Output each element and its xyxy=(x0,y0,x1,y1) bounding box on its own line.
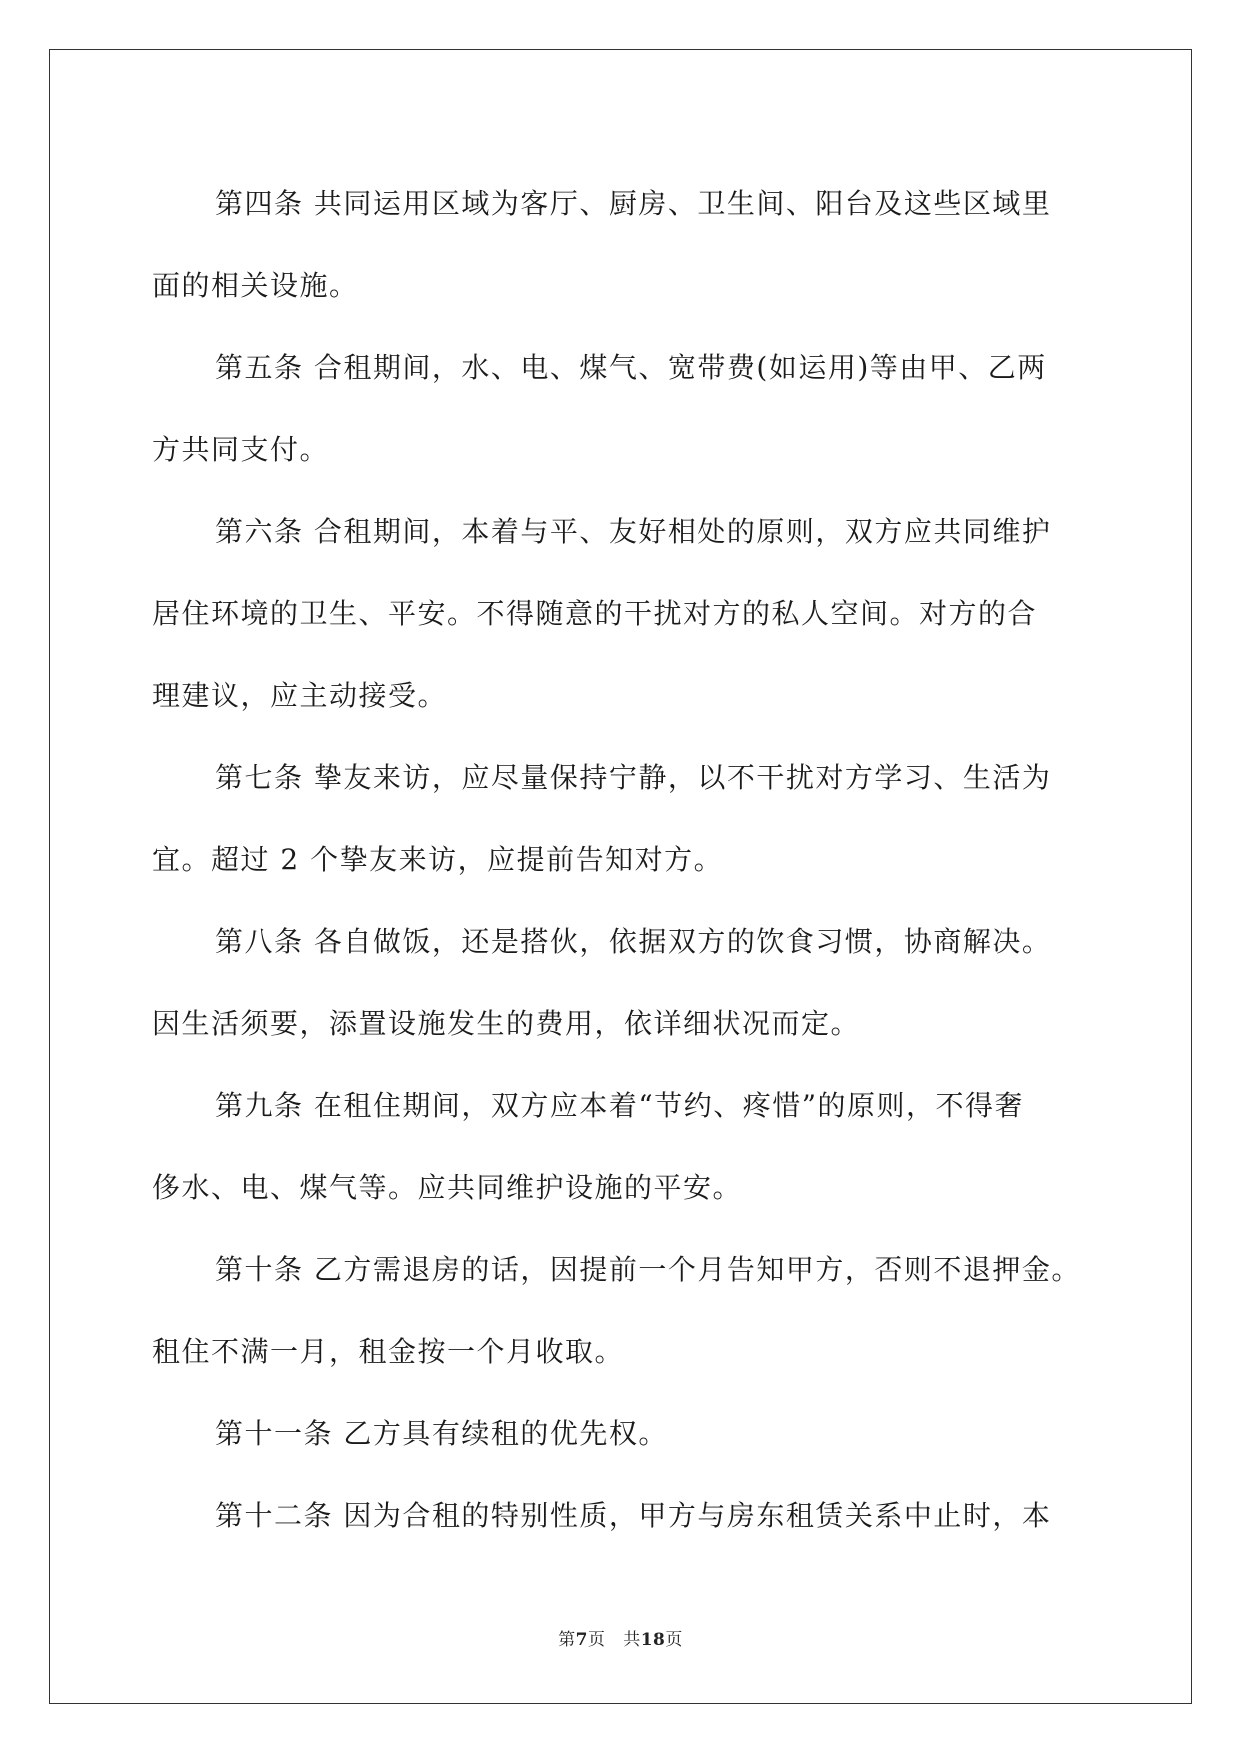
text-line: 第十二条 因为合租的特别性质，甲方与房东租赁关系中止时，本 xyxy=(215,1499,1052,1532)
text-line: 第八条 各自做饭，还是搭伙，依据双方的饮食习惯，协商解决。 xyxy=(215,925,1052,958)
text-line: 面的相关设施。 xyxy=(152,269,359,302)
page-number: 7 xyxy=(575,1630,588,1650)
text-line: 理建议，应主动接受。 xyxy=(152,679,448,712)
footer-prefix: 第 xyxy=(558,1630,576,1650)
text-line: 侈水、电、煤气等。应共同维护设施的平安。 xyxy=(152,1171,743,1204)
article-5 xyxy=(152,327,1096,491)
document-body xyxy=(152,163,1096,1557)
article-4 xyxy=(152,163,1096,327)
total-pages: 18 xyxy=(640,1630,666,1650)
text-line: 租住不满一月，租金按一个月收取。 xyxy=(152,1335,625,1368)
article-12 xyxy=(152,1475,1096,1557)
text-line: 第四条 共同运用区域为客厅、厨房、卫生间、阳台及这些区域里 xyxy=(215,187,1052,220)
text-line: 第十条 乙方需退房的话，因提前一个月告知甲方，否则不退押金。 xyxy=(215,1253,1081,1286)
article-11 xyxy=(152,1393,1096,1475)
article-8 xyxy=(152,901,1096,1065)
text-line: 居住环境的卫生、平安。不得随意的干扰对方的私人空间。对方的合 xyxy=(152,597,1038,630)
text-line: 第五条 合租期间，水、电、煤气、宽带费(如运用)等由甲、乙两 xyxy=(215,351,1047,384)
text-line: 第九条 在租住期间，双方应本着“节约、疼惜”的原则，不得奢 xyxy=(215,1089,1025,1122)
footer-total-prefix: 共 xyxy=(623,1630,641,1650)
text-line: 宜。超过 2 个挚友来访，应提前告知对方。 xyxy=(152,843,724,876)
text-line: 方共同支付。 xyxy=(152,433,330,466)
footer-page-suffix: 页 xyxy=(587,1630,606,1650)
article-7 xyxy=(152,737,1096,901)
article-9 xyxy=(152,1065,1096,1229)
page-footer xyxy=(0,1625,1241,1650)
text-line: 因生活须要，添置设施发生的费用，依详细状况而定。 xyxy=(152,1007,861,1040)
article-10 xyxy=(152,1229,1096,1393)
footer-total-suffix: 页 xyxy=(665,1630,683,1650)
text-line: 第十一条 乙方具有续租的优先权。 xyxy=(215,1417,668,1450)
text-line: 第七条 挚友来访，应尽量保持宁静，以不干扰对方学习、生活为 xyxy=(215,761,1052,794)
text-line: 第六条 合租期间，本着与平、友好相处的原则，双方应共同维护 xyxy=(215,515,1052,548)
article-6 xyxy=(152,491,1096,737)
